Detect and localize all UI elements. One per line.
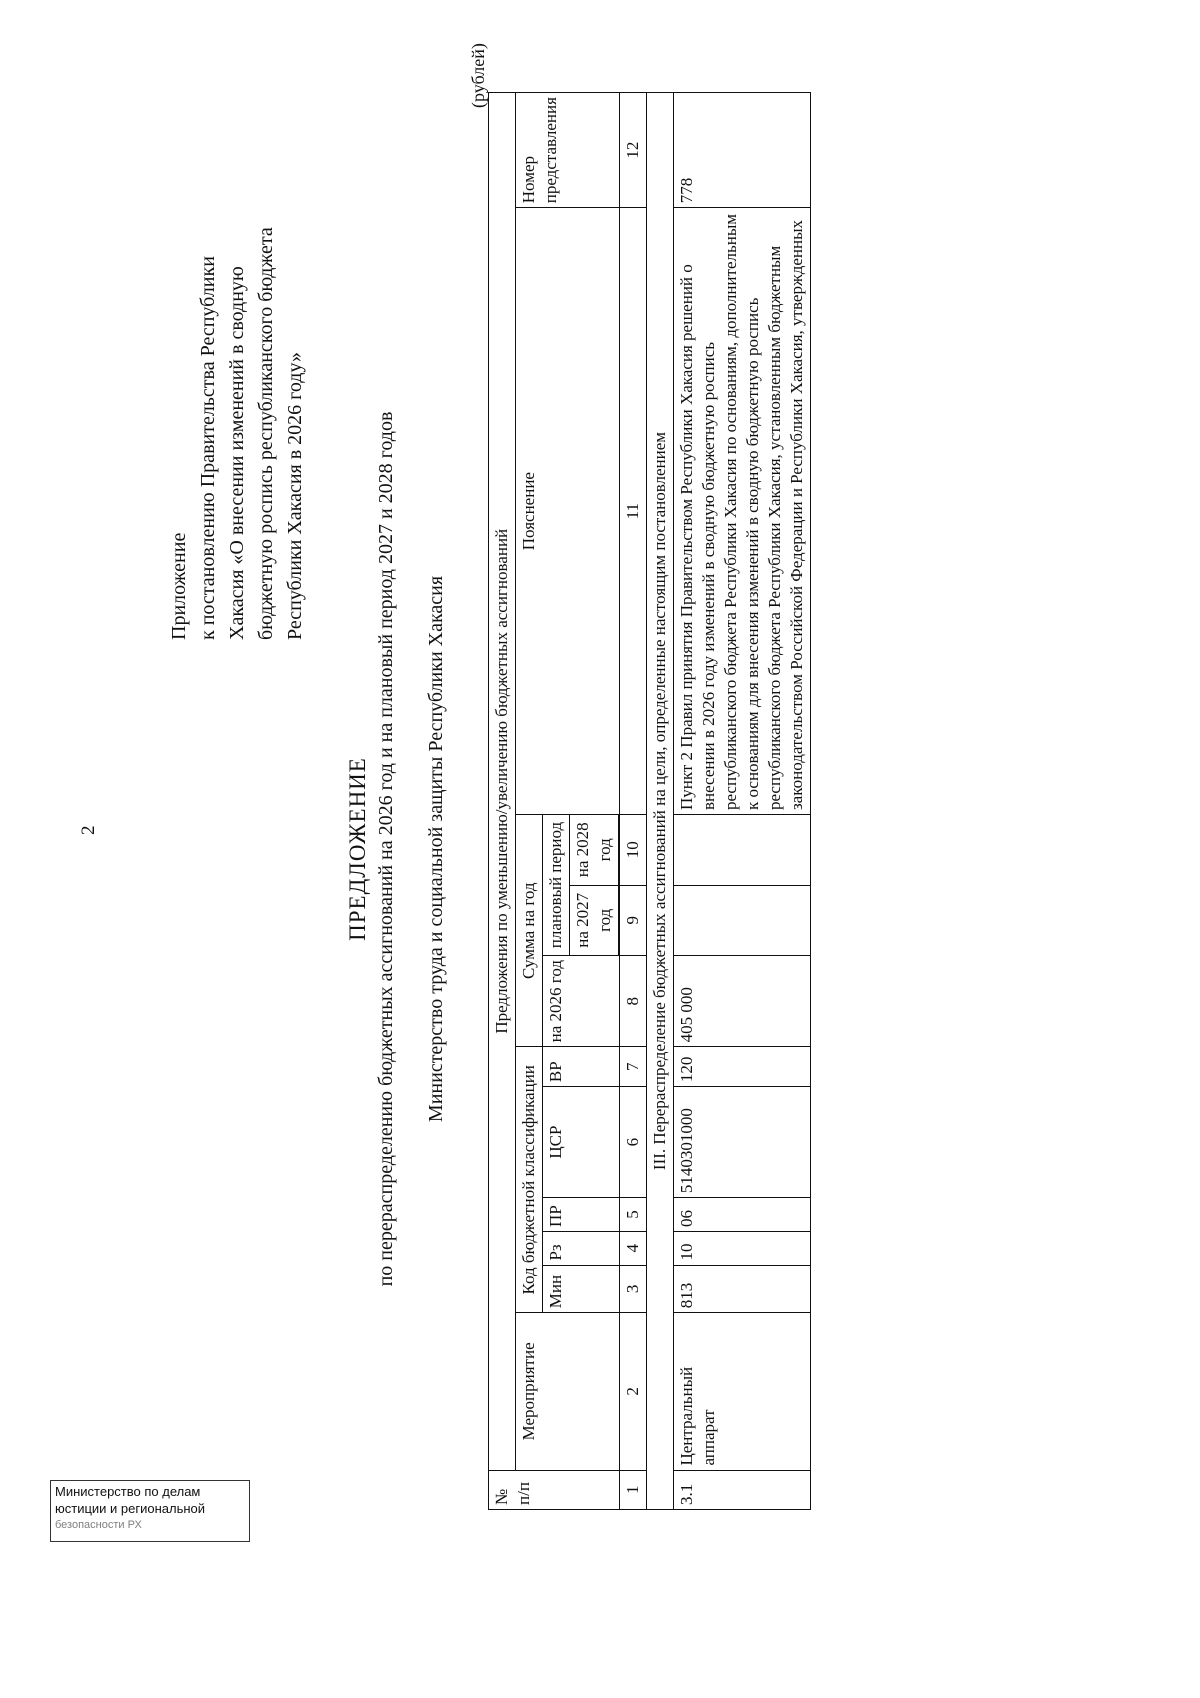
header-rep-number: Номер представления: [516, 93, 620, 208]
col-number: 7: [620, 1047, 647, 1087]
header-2027: на 2027 год: [570, 885, 619, 955]
col-number: 11: [620, 208, 647, 815]
table-header-row: [489, 93, 516, 1510]
row-rz: 10: [674, 1231, 811, 1265]
ministry-name: Министерство труда и социальной защиты Республики Хакасия: [425, 575, 447, 1123]
header-sum: Сумма на год: [516, 815, 543, 1047]
row-vr: 120: [674, 1047, 811, 1087]
appendix-line-1: Приложение: [168, 532, 190, 640]
appendix-line-3: Хакасия «О внесении изменений в сводную: [226, 266, 248, 640]
header-vr: ВР: [543, 1047, 620, 1087]
appendix-line-4: бюджетную роспись республиканского бюджета: [255, 227, 277, 640]
section-title: III. Перераспределение бюджетных ассигнований на цели, определенные настоящим постановлением: [647, 93, 674, 1510]
col-number: 3: [620, 1265, 647, 1313]
row-csr: 5140301000: [674, 1087, 811, 1198]
column-number-row: [620, 93, 647, 1510]
row-sum-2027: [674, 885, 811, 955]
header-min: Мин: [543, 1265, 620, 1313]
header-2028: на 2028 год: [570, 815, 619, 885]
row-sum-2026: 405 000: [674, 956, 811, 1047]
col-number: 6: [620, 1087, 647, 1198]
row-pr: 06: [674, 1198, 811, 1232]
col-number: 4: [620, 1231, 647, 1265]
col-number: 2: [620, 1313, 647, 1470]
stamp-line-1: Министерство по делам: [55, 1484, 201, 1499]
row-num: 3.1: [674, 1470, 811, 1509]
header-explanation: Пояснение: [516, 208, 620, 815]
row-min: 813: [674, 1265, 811, 1313]
header-pr: ПР: [543, 1198, 620, 1232]
stamp-line-3: безопасности РХ: [55, 1519, 142, 1531]
col-number: 9: [620, 885, 647, 955]
document-subtitle: по перераспределению бюджетных ассигнований на 2026 год и на плановый период 2027 и 2028 годов: [375, 411, 397, 1287]
header-2026: на 2026 год: [543, 956, 620, 1047]
appendix-line-2: к постановлению Правительства Республики: [197, 256, 219, 640]
header-num: № п/п: [489, 1470, 620, 1509]
col-number: 10: [620, 815, 647, 885]
header-code: Код бюджетной классификации: [516, 1047, 543, 1313]
appendix-line-5: Республики Хакасия в 2026 году»: [284, 352, 306, 640]
col-number: 12: [620, 93, 647, 208]
header-plan-period: плановый период: [543, 815, 570, 956]
col-number: 8: [620, 956, 647, 1047]
header-rz: Рз: [543, 1231, 620, 1265]
table-row: [674, 93, 811, 1510]
header-event: Мероприятие: [516, 1313, 620, 1470]
row-rep-number: 778: [674, 93, 811, 208]
row-event: Центральный аппарат: [674, 1313, 811, 1470]
table-header-row: [516, 93, 543, 1510]
budget-table: [488, 92, 811, 1510]
appendix-block: [165, 80, 310, 640]
header-csr: ЦСР: [543, 1087, 620, 1198]
stamp-line-2: юстиции и региональной: [55, 1501, 206, 1516]
header-group: Предложения по уменьшению/увеличению бюджетных ассигнований: [489, 93, 516, 1471]
row-sum-2028: [674, 815, 811, 885]
document-title: ПРЕДЛОЖЕНИЕ: [345, 757, 370, 941]
col-number: 1: [620, 1470, 647, 1509]
col-number: 5: [620, 1198, 647, 1232]
registration-stamp: [50, 1480, 250, 1542]
row-explanation: Пункт 2 Правил принятия Правительством Республики Хакасия решений о внесении в 2026 году изменений в сводную бюджетную роспись республиканского бюджета Республики Хакасия по основаниям, дополнительным к основаниям для внесения изменений в сводную бюджетную роспись республиканского бюджета Республики Хакасия, установленным бюджетным законодательством Российской Федерации и Республики Хакасия, утвержденных: [674, 208, 811, 815]
unit-label: (рублей): [468, 43, 488, 108]
section-row: [647, 93, 674, 1510]
page-number: 2: [78, 825, 99, 835]
